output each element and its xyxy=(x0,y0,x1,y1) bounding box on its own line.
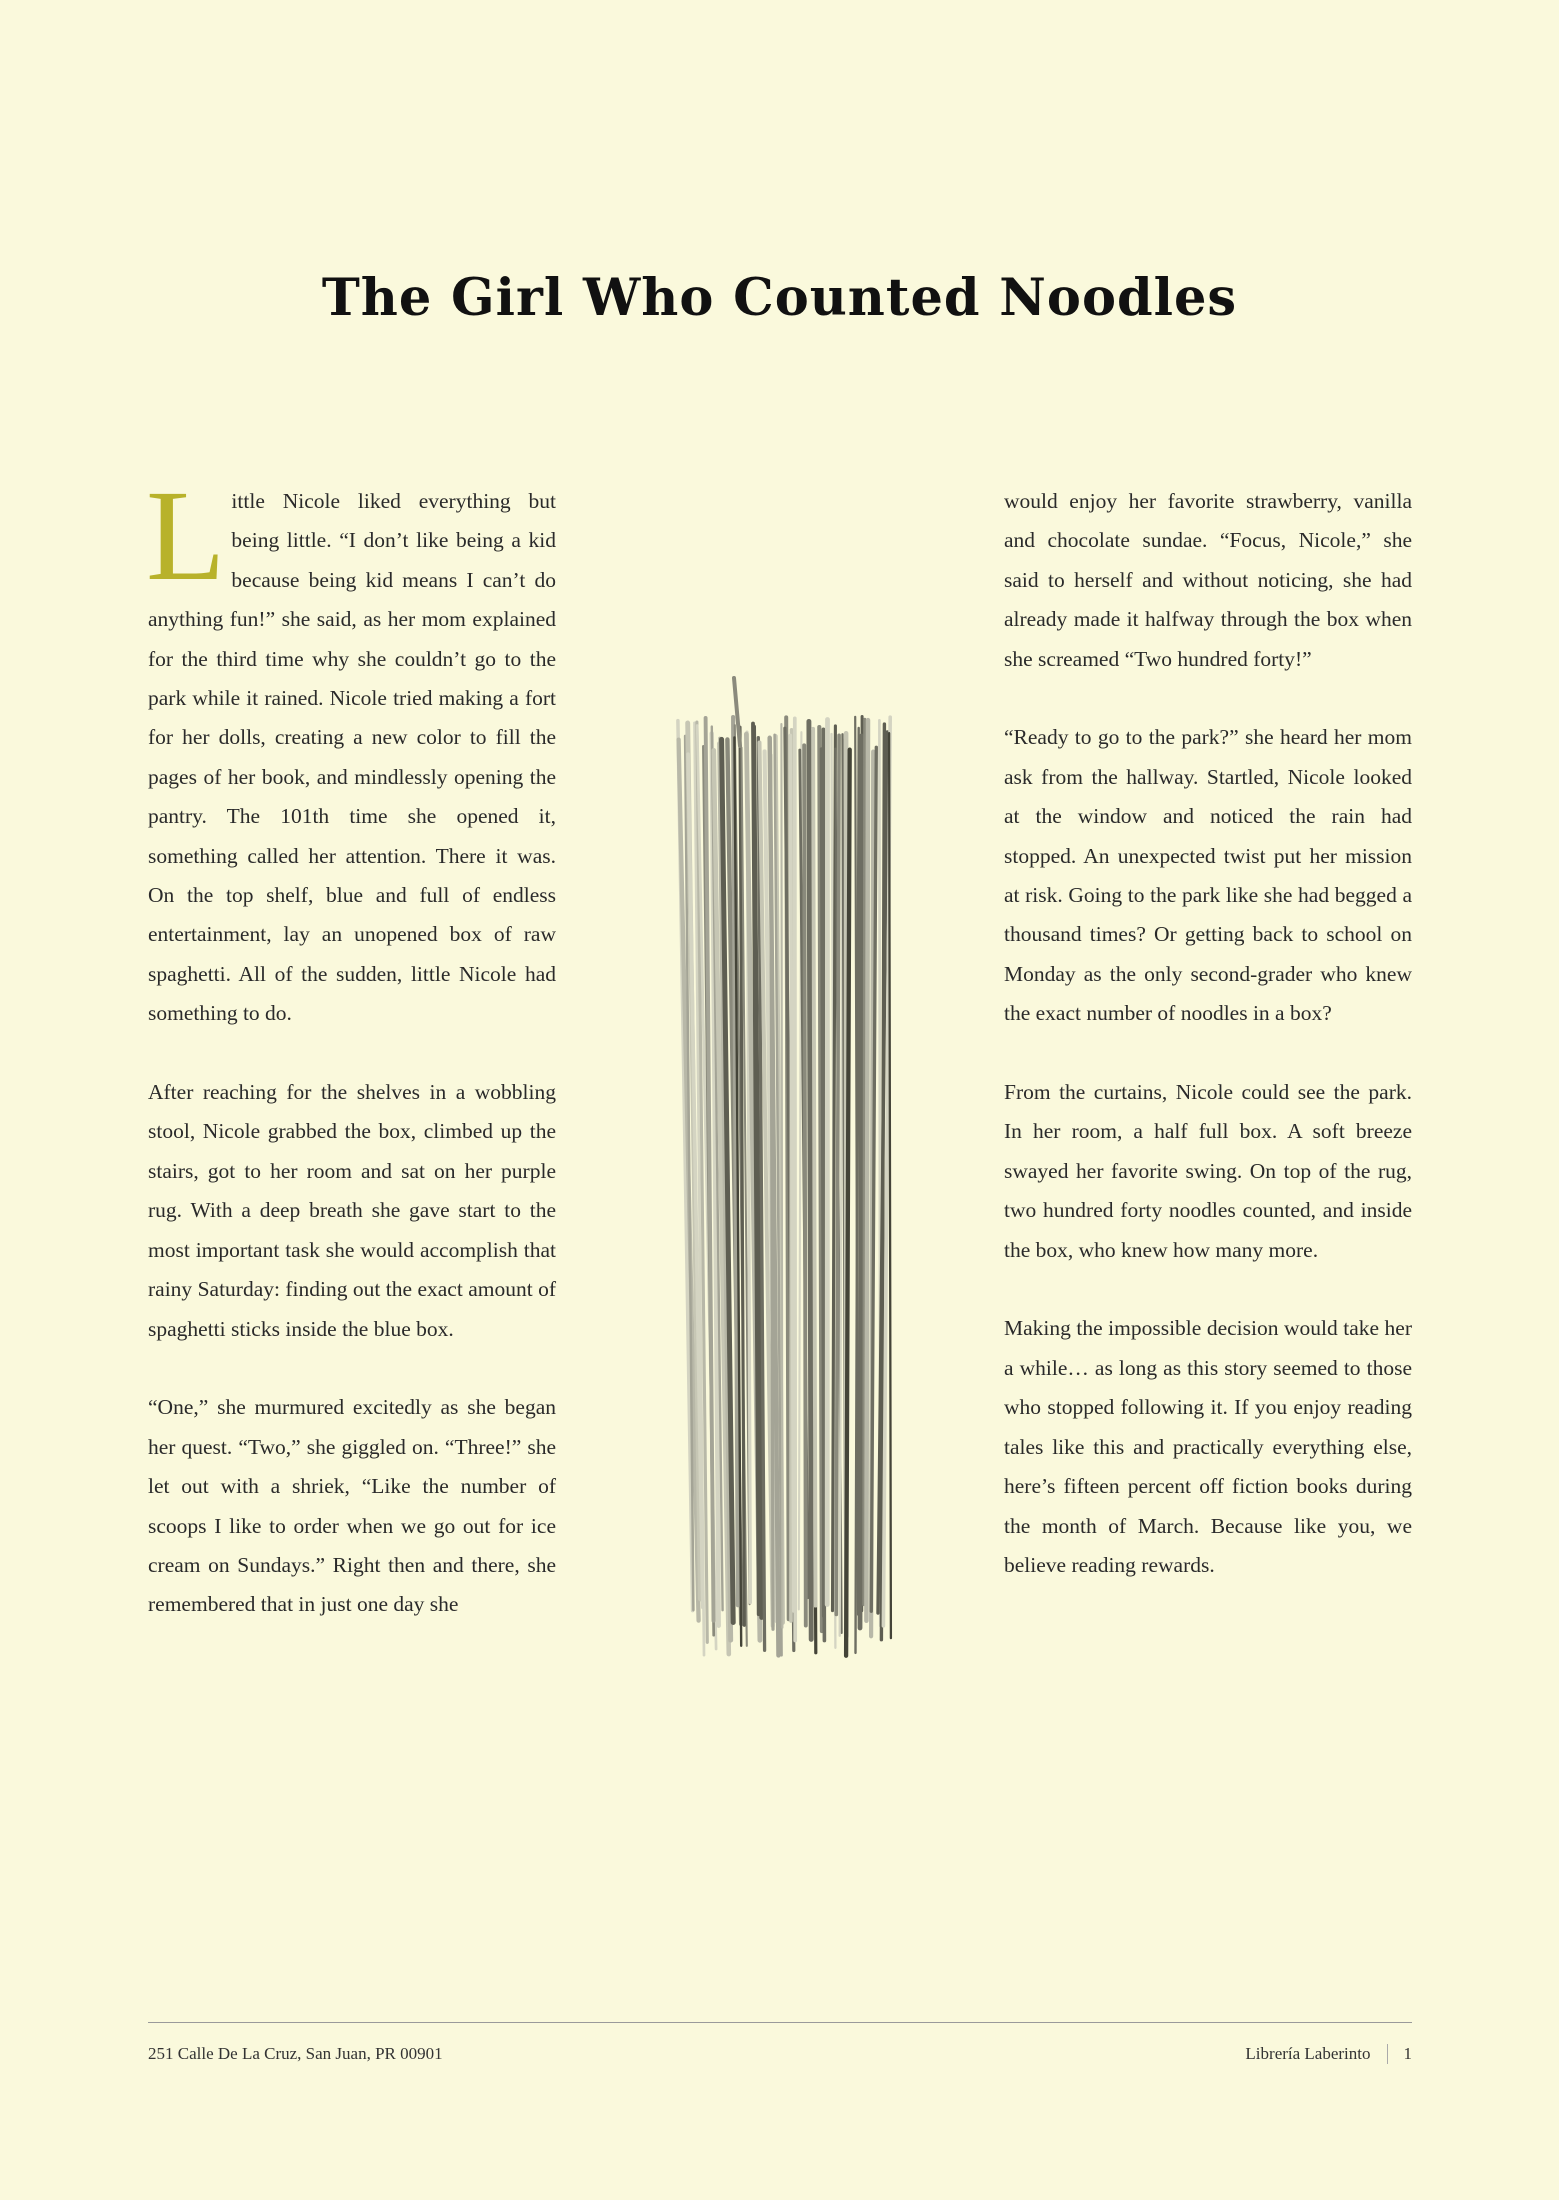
noodle-strand xyxy=(809,721,811,1639)
paragraph: “Ready to go to the park?” she heard her mom ask from the hallway. Startled, Nicole looked at the window and noticed the rain had stopped. An unexpected twist put her mission at risk. Going to the park like she had begged a thousand times? Or getting back to school on Monday as the only second-grader who knew the exact number of noodles in a box? xyxy=(1004,725,1412,1026)
noodle-strand xyxy=(781,724,782,1628)
footer-divider xyxy=(148,2022,1412,2023)
noodle-strand xyxy=(804,745,806,1625)
noodle-strand xyxy=(860,736,861,1628)
paragraph: From the curtains, Nicole could see the park. In her room, a half full box. A soft breeze swayed her favorite swing. On top of the rug, two hundred forty noodles counted, and inside the box, who knew how many more. xyxy=(1004,1080,1412,1262)
store-name: Librería Laberinto xyxy=(1245,2044,1371,2063)
noodle-strand xyxy=(866,720,868,1621)
paragraph: “One,” she murmured excitedly as she began her quest. “Two,” she giggled on. “Three!” she let out with a shriek, “Like the number of scoops I like to order when we go out for ice cream on Sundays.” Right then and there, she remembered that in just one day she xyxy=(148,1395,556,1617)
spaghetti-bundle-icon xyxy=(670,676,900,1674)
drop-cap: L xyxy=(146,464,226,608)
page-number: 1 xyxy=(1403,2044,1412,2063)
right-column xyxy=(1004,482,1412,1625)
left-column xyxy=(146,464,556,1664)
noodle-strand xyxy=(813,729,815,1606)
paragraph: Little Nicole liked everything but being little. “I don’t like being a kid because being kid means I can’t do anything fun!” she said, as her mom explained for the third time why she couldn’t go to the park while it rained. Nicole tried making a fort for her dolls, creating a new color to fill the pages of her book, and mindlessly opening the pantry. The 101th time she opened it, something called her attention. There it was. On the top shelf, blue and full of endless entertainment, lay an unopened box of raw spaghetti. All of the sudden, little Nicole had something to do. xyxy=(146,464,556,1026)
paragraph: Making the impossible decision would take her a while… as long as this story seemed to those who stopped following it. If you enjoy reading tales like this and practically everything else, here’s fifteen percent off fiction books during the month of March. Because like you, we believe reading rewards. xyxy=(1004,1316,1412,1577)
footer-separator xyxy=(1387,2044,1388,2064)
footer-info xyxy=(1245,2044,1412,2064)
paragraph: After reaching for the shelves in a wobbling stool, Nicole grabbed the box, climbed up the stairs, got to her room and sat on her purple rug. With a deep breath she gave start to the most important task she would accomplish that rainy Saturday: finding out the exact amount of spaghetti sticks inside the blue box. xyxy=(148,1080,556,1341)
page-title: The Girl Who Counted Noodles xyxy=(321,268,1238,328)
footer-address: 251 Calle De La Cruz, San Juan, PR 00901 xyxy=(148,2044,443,2063)
paragraph: would enjoy her favorite strawberry, vanilla and chocolate sundae. “Focus, Nicole,” she said to herself and without noticing, she had already made it halfway through the box when she screamed “Two hundred forty!” xyxy=(1004,489,1412,671)
